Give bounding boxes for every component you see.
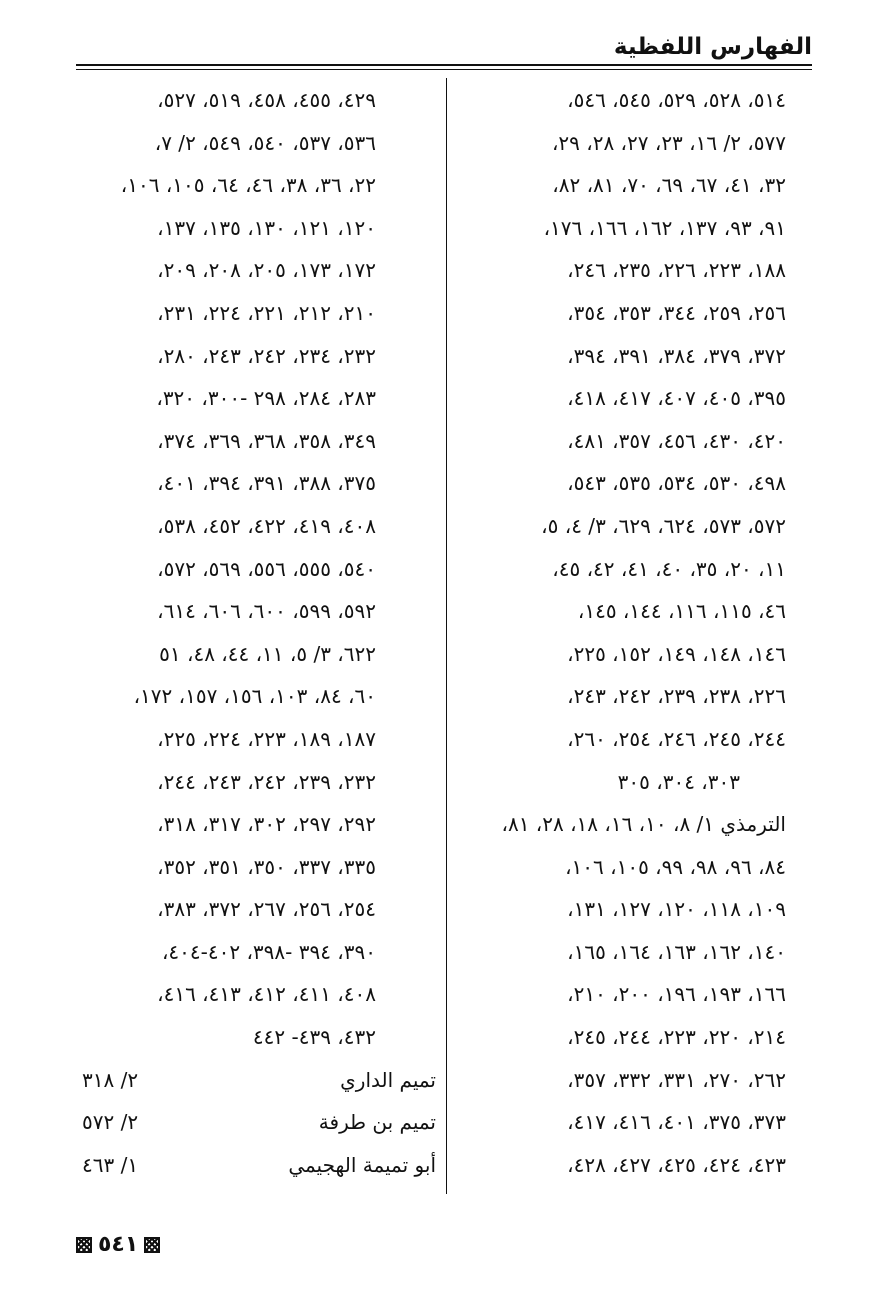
entry-name: تميم الداري [340, 1067, 436, 1092]
index-line: ٥٤٠، ٥٥٥، ٥٥٦، ٥٦٩، ٥٧٢، [157, 556, 376, 581]
index-line: ٢٥٦، ٢٥٩، ٣٤٤، ٣٥٣، ٣٥٤، [567, 300, 786, 325]
index-line: ٣٢، ٤١، ٦٧، ٦٩، ٧٠، ٨١، ٨٢، [552, 173, 786, 198]
index-line: ٤٢٩، ٤٥٥، ٤٥٨، ٥١٩، ٥٢٧، [157, 88, 376, 112]
index-line: ١٠٩، ١١٨، ١٢٠، ١٢٧، ١٣١، [567, 897, 786, 922]
index-line: ٢٢٦، ٢٣٨، ٢٣٩، ٢٤٢، ٢٤٣، [567, 684, 786, 709]
index-line: ١٢٠، ١٢١، ١٣٠، ١٣٥، ١٣٧، [157, 215, 376, 240]
entry-reference: ٢/ ٥٧٢ [82, 1110, 139, 1135]
header-rule-thin [76, 69, 812, 70]
index-line: ٣٧٣، ٣٧٥، ٤٠١، ٤١٦، ٤١٧، [567, 1110, 786, 1135]
index-line: ٥٧٢، ٥٧٣، ٦٢٤، ٦٢٩، ٣/ ٤، ٥، [541, 513, 786, 538]
index-line: ٢١٠، ٢١٢، ٢٢١، ٢٢٤، ٢٣١، [157, 300, 376, 325]
index-line: ٢٣٢، ٢٣٩، ٢٤٢، ٢٤٣، ٢٤٤، [157, 769, 376, 794]
index-line: ٥٣٦، ٥٣٧، ٥٤٠، ٥٤٩، ٢/ ٧، [154, 130, 376, 155]
index-line: ٣٤٩، ٣٥٨، ٣٦٨، ٣٦٩، ٣٧٤، [157, 428, 376, 453]
index-line: ١٨٨، ٢٢٣، ٢٢٦، ٢٣٥، ٢٤٦، [567, 258, 786, 283]
index-line: ٢٩٢، ٢٩٧، ٣٠٢، ٣١٧، ٣١٨، [157, 812, 376, 837]
index-line: ٦٢٢، ٣/ ٥، ١١، ٤٤، ٤٨، ٥١ [159, 641, 376, 666]
index-line: ١٦٦، ١٩٣، ١٩٦، ٢٠٠، ٢١٠، [567, 982, 786, 1007]
ornament-icon [144, 1237, 160, 1253]
page-number: ٥٤١ [98, 1232, 139, 1257]
index-line: ٢١٤، ٢٢٠، ٢٢٣، ٢٤٤، ٢٤٥، [567, 1025, 786, 1050]
index-entry-tirmidhi: الترمذي ١/ ٨، ١٠، ١٦، ١٨، ٢٨، ٨١، [501, 812, 786, 837]
index-line: ٣٩٠، ٣٩٤ -٣٩٨، ٤٠٢-٤٠٤، [161, 939, 376, 964]
index-line: ١٤٦، ١٤٨، ١٤٩، ١٥٢، ٢٢٥، [567, 641, 786, 666]
index-line: ٦٠، ٨٤، ١٠٣، ١٥٦، ١٥٧، ١٧٢، [133, 684, 376, 709]
right-column [456, 79, 786, 1186]
index-line: ٤٢٣، ٤٢٤، ٤٢٥، ٤٢٧، ٤٢٨، [567, 1152, 786, 1177]
index-line: ٨٤، ٩٦، ٩٨، ٩٩، ١٠٥، ١٠٦، [565, 854, 786, 879]
index-line: ٤٠٨، ٤١٩، ٤٢٢، ٤٥٢، ٥٣٨، [157, 513, 376, 538]
page-title: الفهارس اللفظية [613, 34, 812, 60]
index-line: ٤٦، ١١٥، ١١٦، ١٤٤، ١٤٥، [577, 599, 786, 624]
index-line: ٢٤٤، ٢٤٥، ٢٤٦، ٢٥٤، ٢٦٠، [567, 726, 786, 751]
index-line: ٣٧٢، ٣٧٩، ٣٨٤، ٣٩١، ٣٩٤، [567, 343, 786, 368]
index-line: ٢٥٤، ٢٥٦، ٢٦٧، ٣٧٢، ٣٨٣، [157, 897, 376, 922]
entry-reference: ٢/ ٣١٨ [82, 1067, 139, 1092]
index-line: ٣٩٥، ٤٠٥، ٤٠٧، ٤١٧، ٤١٨، [567, 386, 786, 411]
index-line: ٤٣٢، ٤٣٩- ٤٤٢ [252, 1025, 376, 1050]
index-entry [76, 1144, 436, 1187]
index-line: ٥٧٧، ٢/ ١٦، ٢٣، ٢٧، ٢٨، ٢٩، [551, 130, 786, 155]
index-line: ٣٣٥، ٣٣٧، ٣٥٠، ٣٥١، ٣٥٢، [157, 854, 376, 879]
header-rule-thick [76, 64, 812, 66]
entry-reference: ١/ ٤٦٣ [82, 1152, 139, 1177]
index-line: ٤٠٨، ٤١١، ٤١٢، ٤١٣، ٤١٦، [157, 982, 376, 1007]
entry-name: تميم بن طرفة [318, 1110, 436, 1135]
index-line: ١٤٠، ١٦٢، ١٦٣، ١٦٤، ١٦٥، [567, 939, 786, 964]
index-line: ١٧٢، ١٧٣، ٢٠٥، ٢٠٨، ٢٠٩، [157, 258, 376, 283]
page-header [76, 30, 812, 64]
index-line: ٣٠٣، ٣٠٤، ٣٠٥ [617, 769, 740, 794]
index-line: ١١، ٢٠، ٣٥، ٤٠، ٤١، ٤٢، ٤٥، [552, 556, 786, 581]
index-line: ٢٣٢، ٢٣٤، ٢٤٢، ٢٤٣، ٢٨٠، [157, 343, 376, 368]
index-line: ٢٨٣، ٢٨٤، ٢٩٨ -٣٠٠، ٣٢٠، [156, 386, 376, 411]
index-line: ٢٢، ٣٦، ٣٨، ٤٦، ٦٤، ١٠٥، ١٠٦، [120, 173, 376, 198]
index-line: ٢٦٢، ٢٧٠، ٣٣١، ٣٣٢، ٣٥٧، [567, 1067, 786, 1092]
index-line: ٥١٤، ٥٢٨، ٥٢٩، ٥٤٥، ٥٤٦، [567, 88, 786, 112]
index-line: ٩١، ٩٣، ١٣٧، ١٦٢، ١٦٦، ١٧٦، [543, 215, 786, 240]
index-line: ٤٩٨، ٥٣٠، ٥٣٤، ٥٣٥، ٥٤٣، [567, 471, 786, 496]
index-line: ١٨٧، ١٨٩، ٢٢٣، ٢٢٤، ٢٢٥، [157, 726, 376, 751]
left-column [76, 79, 436, 1186]
page-footer [76, 1228, 160, 1262]
column-divider [446, 78, 447, 1194]
index-line: ٣٧٥، ٣٨٨، ٣٩١، ٣٩٤، ٤٠١، [157, 471, 376, 496]
index-entry [76, 1101, 436, 1144]
ornament-icon [76, 1237, 92, 1253]
index-line: ٤٢٠، ٤٣٠، ٤٥٦، ٣٥٧، ٤٨١، [567, 428, 786, 453]
index-line: ٥٩٢، ٥٩٩، ٦٠٠، ٦٠٦، ٦١٤، [157, 599, 376, 624]
entry-name: أبو تميمة الهجيمي [288, 1152, 436, 1177]
index-entry [76, 1059, 436, 1102]
